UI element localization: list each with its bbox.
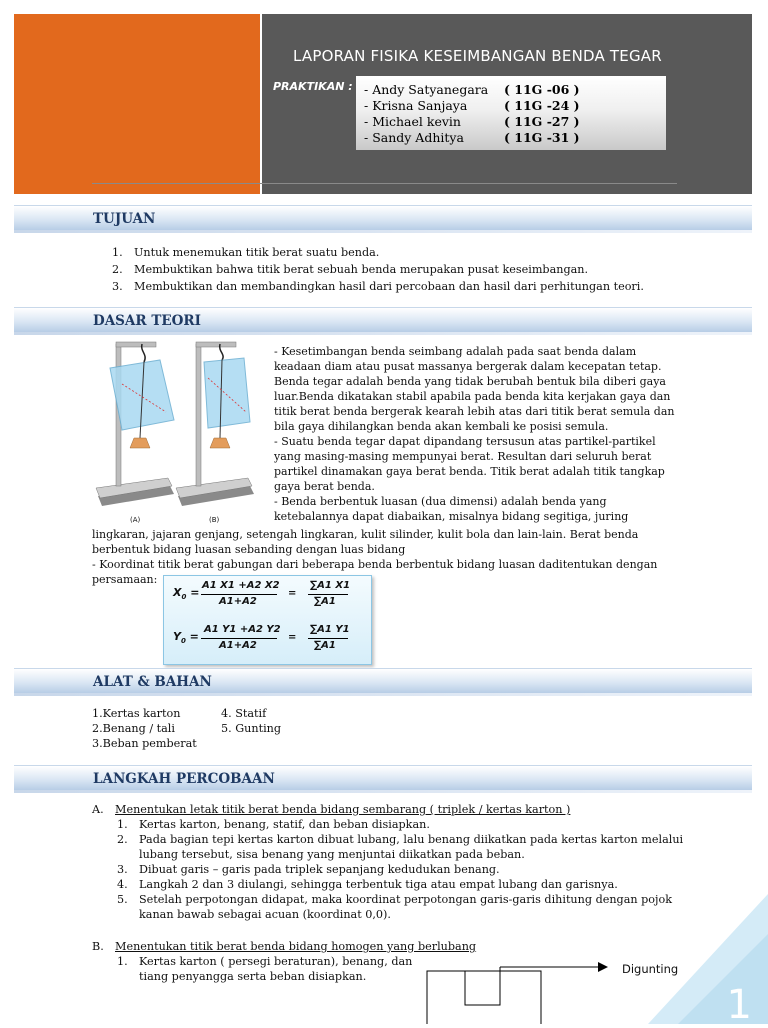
item-number: 3. <box>112 280 123 293</box>
text-line: berbentuk bidang luasan sebanding dengan luas bidang <box>92 543 406 556</box>
item-number: 1. <box>117 818 128 831</box>
member-row <box>364 130 580 145</box>
item-number: 3. <box>117 863 128 876</box>
formula-x-sum: ∑A1 X1 <box>310 580 351 591</box>
report-title: LAPORAN FISIKA KESEIMBANGAN BENDA TEGAR <box>293 47 662 65</box>
header-divider <box>92 183 677 184</box>
cut-diagram <box>420 955 620 1024</box>
member-name: - Andy Satyanegara <box>364 82 489 97</box>
text-line: - Benda berbentuk luasan (dua dimensi) adalah benda yang <box>274 495 607 508</box>
list-item: 2.Benang / tali <box>92 722 175 735</box>
digunting-label: Digunting <box>622 962 679 976</box>
item-text: Pada bagian tepi kertas karton dibuat lubang, lalu benang diikatkan pada kertas karton melalui <box>139 833 684 846</box>
item-number: 4. <box>117 878 128 891</box>
formula-y0: $Y_0$ = <box>173 630 199 646</box>
section-title-langkah: LANGKAH PERCOBAAN <box>93 771 275 787</box>
item-number: 5. <box>117 893 128 906</box>
text-line: - Kesetimbangan benda seimbang adalah pada saat benda dalam <box>274 345 637 358</box>
section-title-dasar-teori: DASAR TEORI <box>93 313 201 329</box>
formula-x0: $X_0$ = <box>173 586 200 602</box>
text-line: keadaan diam atau pusat massanya bergerak dalam kecepatan tetap. <box>274 360 662 373</box>
section-bar-dasar-teori <box>14 307 752 332</box>
formula-y-sum-den: ∑A1 <box>314 640 336 651</box>
member-name: - Michael kevin <box>364 114 461 129</box>
text-line: gaya berat benda. <box>274 480 375 493</box>
member-row <box>364 114 580 129</box>
weight-icon <box>130 438 150 448</box>
header-orange-block <box>14 14 260 194</box>
text-line: - Koordinat titik berat gabungan dari beberapa benda berbentuk bidang luasan daditentukan dengan <box>92 558 658 571</box>
section-bar-alat <box>14 668 752 693</box>
section-title-tujuan: TUJUAN <box>93 211 156 227</box>
member-code: ( 11G -24 ) <box>504 98 580 113</box>
section-bar-tujuan <box>14 205 752 230</box>
langkah-b-label: B. <box>92 940 104 953</box>
list-item: 5. Gunting <box>221 722 282 735</box>
text-line: ketebalannya dapat diabaikan, misalnya bidang segitiga, juring <box>274 510 629 523</box>
item-text: Membuktikan dan membandingkan hasil dari percobaan dan hasil dari perhitungan teori. <box>134 280 644 293</box>
list-item: 3.Beban pemberat <box>92 737 197 750</box>
text-line: persamaan: <box>92 573 158 586</box>
praktikan-label: PRAKTIKAN : <box>273 80 353 93</box>
balance-experiment-figure <box>92 338 272 528</box>
alat-col-2 <box>221 706 281 736</box>
langkah-a-label: A. <box>92 803 104 816</box>
member-code: ( 11G -31 ) <box>504 130 580 145</box>
formula-box <box>163 575 372 665</box>
text-line: - Suatu benda tegar dapat dipandang tersusun atas partikel-partikel <box>274 435 656 448</box>
langkah-b-title: Menentukan titik berat benda bidang homogen yang berlubang <box>115 940 477 953</box>
text-line: titik berat benda bergerak kearah lebih atas dari titik berat semula dan <box>274 405 675 418</box>
formula-y-eq: = <box>288 632 297 643</box>
item-text: Kertas karton, benang, statif, dan beban disiapkan. <box>139 818 430 831</box>
cardboard-square-icon <box>427 971 541 1024</box>
item-text: Untuk menemukan titik berat suatu benda. <box>134 246 380 259</box>
member-code: ( 11G -27 ) <box>504 114 580 129</box>
item-number: 1. <box>117 955 128 968</box>
formula-x-denominator: A1+A2 <box>219 596 257 607</box>
item-text: Setelah perpotongan didapat, maka koordinat perpotongan garis-garis dihitung dengan pojok <box>139 893 673 906</box>
formula-x-sum-den: ∑A1 <box>314 596 336 607</box>
formula-y-numerator: A1 Y1 +A2 Y2 <box>204 624 281 635</box>
item-text: tiang penyangga serta beban disiapkan. <box>139 970 367 983</box>
page-number: 1 <box>726 982 752 1028</box>
item-text: lubang tersebut, sisa benang yang menjuntai diikatkan pada beban. <box>139 848 525 861</box>
member-name: - Krisna Sanjaya <box>364 98 468 113</box>
item-number: 1. <box>112 246 123 259</box>
figure-label-b: (B) <box>209 516 220 524</box>
item-text: kanan bawab sebagai acuan (koordinat 0,0). <box>139 908 391 921</box>
item-text: Kertas karton ( persegi beraturan), benang, dan <box>139 955 413 968</box>
text-line: yang masing-masing mempunyai berat. Resultan dari seluruh berat <box>274 450 652 463</box>
member-name: - Sandy Adhitya <box>364 130 464 145</box>
member-row <box>364 98 580 113</box>
section-title-alat: ALAT & BAHAN <box>93 674 212 690</box>
section-bar-langkah <box>14 765 752 790</box>
item-text: Langkah 2 dan 3 diulangi, sehingga terbentuk tiga atau empat lubang dan garisnya. <box>139 878 618 891</box>
cut-hole-icon <box>465 971 500 1005</box>
alat-col-1 <box>92 706 197 751</box>
item-number: 2. <box>117 833 128 846</box>
item-text: Dibuat garis – garis pada triplek sepanjang kedudukan benang. <box>139 863 500 876</box>
formula-x-eq: = <box>288 588 297 599</box>
text-line: bila gaya dihilangkan benda akan kembali ke posisi semula. <box>274 420 609 433</box>
member-code: ( 11G -06 ) <box>504 82 580 97</box>
member-row <box>364 82 580 97</box>
arrow-right-icon <box>598 962 608 972</box>
item-text: Membuktikan bahwa titik berat sebuah benda merupakan pusat keseimbangan. <box>134 263 589 276</box>
item-number: 2. <box>112 263 123 276</box>
list-item: 4. Statif <box>221 707 267 720</box>
figure-label-a: (A) <box>130 516 141 524</box>
list-item: 1.Kertas karton <box>92 707 181 720</box>
formula-y-denominator: A1+A2 <box>219 640 257 651</box>
text-line: lingkaran, jajaran genjang, setengah lingkaran, kulit silinder, kulit bola dan lain-lain. Berat benda <box>92 528 639 541</box>
formula-y-sum: ∑A1 Y1 <box>310 624 350 635</box>
members-box <box>356 76 666 150</box>
text-line: partikel dinamakan gaya berat benda. Titik berat adalah titik tangkap <box>274 465 665 478</box>
text-line: luar.Benda dikatakan stabil apabila pada benda kita kerjakan gaya dan <box>274 390 671 403</box>
langkah-a-title: Menentukan letak titik berat benda bidang sembarang ( triplek / kertas karton ) <box>115 803 571 816</box>
dasar-teori-text <box>274 344 675 524</box>
formula-x-numerator: A1 X1 +A2 X2 <box>202 580 280 591</box>
text-line: Benda tegar adalah benda yang tidak berubah bentuk bila diberi gaya <box>274 375 666 388</box>
